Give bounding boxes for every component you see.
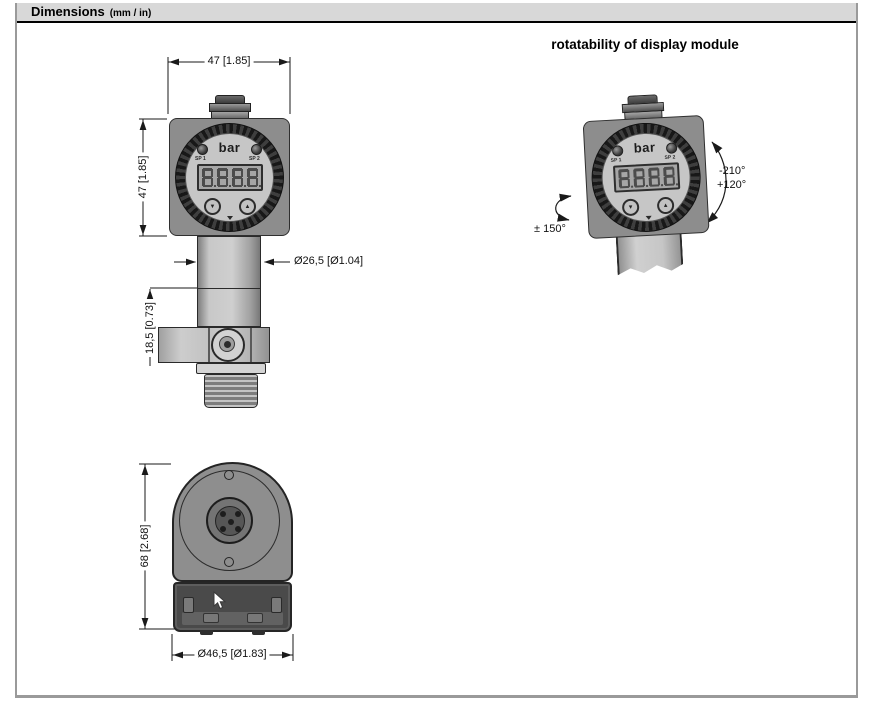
hex-nut (158, 327, 270, 363)
sp1-label: SP 1 (195, 156, 206, 162)
page-frame (15, 3, 858, 698)
module-detail (203, 613, 219, 623)
display-face (599, 131, 693, 225)
sealing-washer (196, 363, 266, 374)
lcd-digit (247, 168, 258, 187)
unit-label: bar (218, 140, 241, 155)
display-face (185, 133, 274, 222)
pressure-port (211, 328, 245, 362)
housing-body (583, 115, 710, 239)
section-units-label: (mm / in) (109, 8, 152, 19)
screw-top (224, 470, 234, 480)
threaded-stud (204, 374, 258, 408)
orientation-mark (227, 216, 233, 220)
front-view-drawing (169, 95, 290, 236)
m12-connector (206, 497, 253, 544)
down-button (622, 198, 640, 216)
lcd-display (613, 162, 680, 192)
lcd-digit (663, 167, 675, 187)
screw-bottom (224, 557, 234, 567)
topview-height-label: 68 [2.68] (139, 522, 151, 571)
m12-pin (220, 511, 226, 517)
rotatability-title: rotatability of display module (551, 37, 739, 52)
module-tab-left (183, 597, 194, 613)
down-button (204, 198, 221, 215)
lcd-digit (618, 169, 630, 189)
lcd-digit (217, 168, 228, 187)
m12-pin (235, 511, 241, 517)
display-rotation-cw-label: +120° (717, 179, 747, 191)
sp2-led (251, 144, 262, 155)
up-button (239, 198, 256, 215)
neck-cylinder (197, 236, 261, 327)
up-button (657, 197, 675, 215)
port-inner-ring (219, 336, 235, 352)
width-dim-label: 47 [1.85] (205, 55, 254, 67)
lcd-digits (618, 167, 675, 189)
module-foot (252, 630, 265, 635)
display-module-underside (173, 582, 292, 632)
down-arrow-icon: ▼ (209, 203, 216, 210)
module-tab-right (271, 597, 282, 613)
lcd-digit (202, 168, 213, 187)
height-dim-label: 47 [1.85] (137, 153, 149, 202)
sp1-led (612, 145, 624, 157)
unit-label: bar (633, 139, 656, 156)
housing-body (169, 118, 290, 236)
sp2-led (666, 142, 678, 154)
sp2-label: SP 2 (664, 154, 676, 161)
neck-seam (198, 288, 260, 289)
section-header (17, 3, 856, 23)
lcd-digit (648, 167, 660, 187)
sp1-label: SP 1 (610, 157, 622, 164)
lcd-digit (232, 168, 243, 187)
neck-diameter-label: Ø26,5 [Ø1.04] (294, 255, 364, 267)
section-title: Dimensions (31, 4, 105, 19)
display-rotation-ccw-label: -210° (719, 165, 746, 177)
topview-diameter-label: Ø46,5 [Ø1.83] (194, 648, 269, 660)
m12-pin (235, 526, 241, 532)
module-detail (247, 613, 263, 623)
lcd-digits (202, 168, 258, 187)
hex-facet-line (250, 328, 252, 362)
module-foot (200, 630, 213, 635)
down-arrow-icon: ▼ (627, 204, 634, 211)
m12-pin (228, 519, 234, 525)
housing-rotation-label: ± 150° (534, 223, 566, 235)
display-bezel (589, 120, 704, 235)
mouse-cursor (213, 591, 229, 613)
sp2-label: SP 2 (249, 156, 260, 162)
lcd-digit (633, 168, 645, 188)
hex-facet-line (208, 328, 210, 362)
sp1-led (197, 144, 208, 155)
up-arrow-icon: ▲ (244, 203, 251, 210)
rotatability-drawing (581, 92, 709, 239)
m12-pin (220, 526, 226, 532)
hex-section-label: 18,5 [0.73] (144, 299, 156, 357)
orientation-mark (645, 216, 651, 220)
up-arrow-icon: ▲ (662, 202, 669, 209)
lcd-display (197, 164, 263, 191)
display-bezel (175, 123, 284, 232)
module-band (182, 612, 283, 625)
port-hole (224, 341, 231, 348)
